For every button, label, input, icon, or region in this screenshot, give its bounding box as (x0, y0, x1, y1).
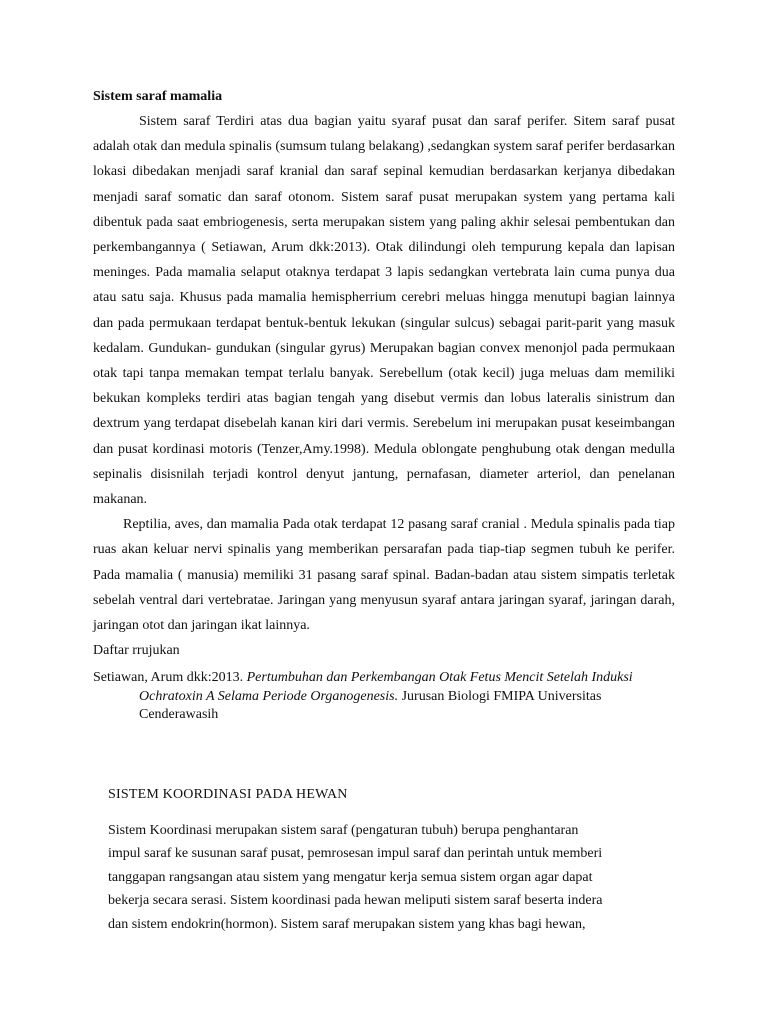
text-line: impul saraf ke susunan saraf pusat, pemrosesan impul saraf dan perintah untuk memberi (108, 846, 603, 862)
text-line: dan sistem endokrin(hormon). Sistem saraf merupakan sistem yang khas bagi hewan, (108, 916, 586, 932)
reference-title: Pertumbuhan dan Perkembangan Otak Fetus Mencit Setelah Induksi Ochratoxin A Selama Periode Organogenesis. (139, 670, 633, 704)
references-title: Daftar rrujukan (93, 643, 180, 659)
text-line: Sistem Koordinasi merupakan sistem saraf (pengaturan tubuh) berupa penghantaran (108, 823, 579, 838)
body-paragraph-1: Sistem saraf Terdiri atas dua bagian yaitu syaraf pusat dan saraf perifer. Sitem saraf pusat adalah otak dan medula spinalis (sumsum tulang belakang) ,sedangkan system saraf perifer berdasarkan lokasi dibedakan menjadi saraf kranial dan saraf sepinal kemudian berdasarkan kerjanya dibedakan menjadi saraf somatic dan saraf otonom. Sistem saraf pusat merupakan system yang pertama kali dibentuk pada saat embriogenesis, serta merupakan sistem yang paling akhir selesai pembentukan dan perkembangannya ( Setiawan, Arum dkk:2013). Otak dilindungi oleh tempurung kepala dan lapisan meninges. Pada mamalia selaput otaknya terdapat 3 lapis sedangkan vertebrata lain cuma punya dua atau satu saja. Khusus pada mamalia hemispherrium cerebri meluas hingga menutupi bagian lainnya dan pada permukaan terdapat bentuk-bentuk lekukan (singular sulcus) sebagai parit-parit yang masuk kedalam. Gundukan- gundukan (singular gyrus) Merupakan bagian convex menonjol pada permukaan otak tapi tanpa memakan tempat terlalu banyak. Serebellum (otak kecil) juga meluas dam memiliki bekukan kompleks terdiri atas bagian tengah yang disebut vermis dan lobus lateralis sinistrum dan dextrum yang terdapat disebelah kanan kiri dari vermis. Serebelum ini merupakan pusat keseimbangan dan pusat kordinasi motoris (Tenzer,Amy.1998). Medula oblongate penghubung otak dengan medulla sepinalis disisnilah terjadi kontrol denyut jantung, pernafasan, diameter arteriol, dan penelanan makanan. (93, 114, 675, 508)
text-line: bekerja secara serasi. Sistem koordinasi pada hewan meliputi sistem saraf beserta indera (108, 893, 603, 909)
section-heading-2: SISTEM KOORDINASI PADA HEWAN (108, 787, 348, 802)
section-sistem-koordinasi (108, 786, 668, 936)
reference-entry (93, 669, 675, 725)
text-line: tanggapan rangsangan atau sistem yang mengatur kerja semua sistem organ agar dapat (108, 869, 593, 885)
body-paragraph-3 (108, 819, 668, 936)
reference-author: Setiawan, Arum dkk:2013. (93, 670, 247, 686)
section-heading: Sistem saraf mamalia (93, 89, 223, 104)
reference-publisher: Jurusan Biologi FMIPA Universitas Cenderawasih (139, 688, 602, 723)
body-paragraph-2: Reptilia, aves, dan mamalia Pada otak terdapat 12 pasang saraf cranial . Medula spinalis pada tiap ruas akan keluar nervi spinalis yang memberikan persarafan pada tiap-tiap segmen tubuh ke perifer. Pada mamalia ( manusia) memiliki 31 pasang saraf spinal. Badan-badan atau sistem simpatis terletak sebelah ventral dari vertebratae. Jaringan yang menyusun syaraf antara jaringan syaraf, jaringan darah, jaringan otot dan jaringan ikat lainnya. (93, 517, 675, 634)
section-sistem-saraf-mamalia (93, 88, 675, 725)
